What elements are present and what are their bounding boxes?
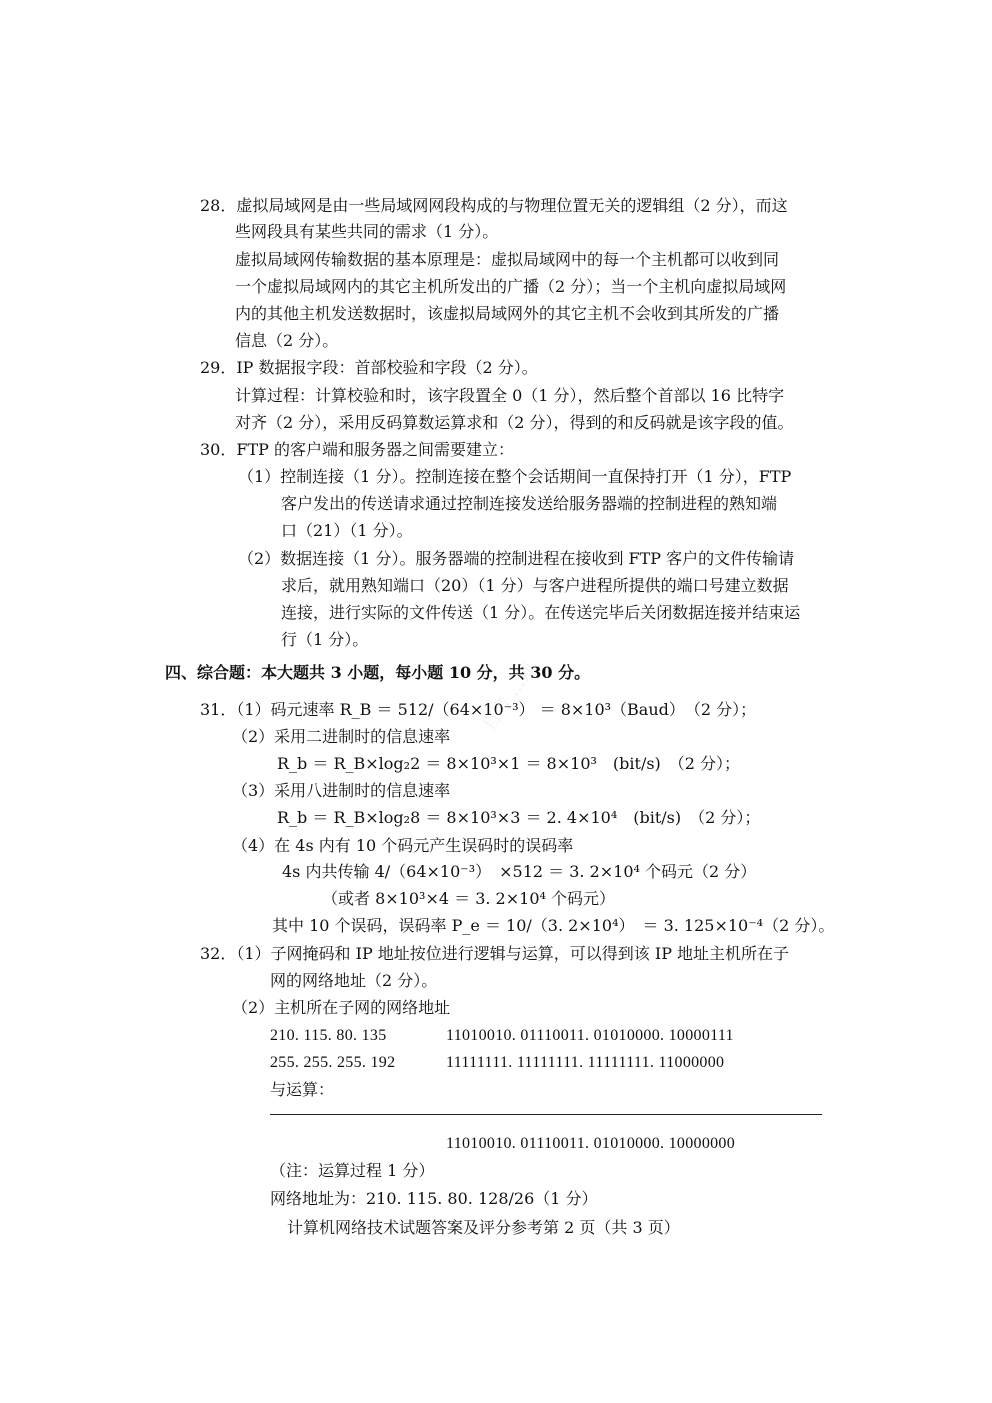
q30-line-5: （2）数据连接（1 分）。服务器端的控制进程在接收到 FTP 客户的文件传输请 [238, 549, 795, 568]
network-address-binary: 11010010. 01110011. 01010000. 10000000 [446, 1135, 736, 1152]
q30-line-3: 客户发出的传送请求通过控制连接发送给服务器端的控制进程的熟知端 [281, 494, 778, 513]
q31-line-9: 其中 10 个误码，误码率 P_e ＝ 10/（3. 2×10⁴） ＝ 3. 125×10⁻⁴（2 分）。 [272, 916, 835, 935]
and-operation-label: 与运算： [270, 1080, 335, 1099]
q32-line-3: （2）主机所在子网的网络地址 [232, 998, 451, 1017]
q31-line-7: 4s 内共传输 4/（64×10⁻³） ×512 ＝ 3. 2×10⁴ 个码元（2 分） [282, 862, 757, 881]
q28-line-1: 28．虚拟局域网是由一些局域网网段构成的与物理位置无关的逻辑组（2 分），而这 [200, 196, 788, 215]
q30-line-4: 口（21）（1 分）。 [281, 521, 413, 540]
q28-line-5: 内的其他主机发送数据时，该虚拟局域网外的其它主机不会收到其所发的广播 [235, 304, 780, 323]
divider-line [270, 1114, 822, 1115]
q30-line-2: （1）控制连接（1 分）。控制连接在整个会话期间一直保持打开（1 分），FTP [238, 467, 792, 486]
q30-line-6: 求后，就用熟知端口（20）（1 分）与客户进程所提供的端口号建立数据 [281, 576, 789, 595]
q31-line-5: R_b ＝ R_B×log₂8 ＝ 8×10³×3 ＝ 2. 4×10⁴ (bit/s) （2 分）； [277, 808, 761, 827]
q28-line-2: 些网段具有某些共同的需求（1 分）。 [235, 222, 499, 241]
q28-line-4: 一个虚拟局域网内的其它主机所发出的广播（2 分）；当一个主机向虚拟局域网 [235, 277, 787, 296]
q32-line-2: 网的网络地址（2 分）。 [270, 971, 438, 990]
ip-address-decimal: 210. 115. 80. 135 [270, 1027, 387, 1044]
ip-address-binary: 11010010. 01110011. 01010000. 10000111 [446, 1027, 734, 1044]
q30-line-7: 连接，进行实际的文件传送（1 分）。在传送完毕后关闭数据连接并结束运 [281, 603, 801, 622]
subnet-mask-binary: 11111111. 11111111. 11111111. 11000000 [446, 1054, 725, 1071]
subnet-mask-decimal: 255. 255. 255. 192 [270, 1054, 396, 1071]
q32-line-1: 32．（1）子网掩码和 IP 地址按位进行逻辑与运算，可以得到该 IP 地址主机所在子 [200, 944, 790, 963]
q31-line-2: （2）采用二进制时的信息速率 [232, 727, 451, 746]
network-address-result: 网络地址为：210. 115. 80. 128/26（1 分） [270, 1189, 598, 1208]
q30-line-8: 行（1 分）。 [281, 630, 369, 649]
q29-line-2: 计算过程：计算校验和时，该字段置全 0（1 分），然后整个首部以 16 比特字 [235, 386, 785, 405]
q31-line-4: （3）采用八进制时的信息速率 [232, 781, 451, 800]
q31-line-3: R_b ＝ R_B×log₂2 ＝ 8×10³×1 ＝ 8×10³ (bit/s) （2 分）； [277, 754, 741, 773]
note-line: （注：运算过程 1 分） [270, 1161, 435, 1180]
q28-line-3: 虚拟局域网传输数据的基本原理是：虚拟局域网中的每一个主机都可以收到同 [235, 250, 780, 269]
q28-line-6: 信息（2 分）。 [235, 331, 339, 350]
q31-line-8: （或者 8×10³×4 ＝ 3. 2×10⁴ 个码元） [322, 889, 616, 908]
q31-line-6: （4）在 4s 内有 10 个码元产生误码时的误码率 [232, 836, 574, 855]
q30-line-1: 30．FTP 的客户端和服务器之间需要建立： [200, 440, 514, 459]
q29-line-1: 29．IP 数据报字段：首部校验和字段（2 分）。 [200, 358, 538, 377]
q31-line-1: 31．（1）码元速率 R_B ＝ 512/（64×10⁻³） ＝ 8×10³（Baud） （2 分）； [200, 700, 757, 719]
page-footer: 计算机网络技术试题答案及评分参考第 2 页（共 3 页） [287, 1218, 680, 1237]
section-four-heading: 四、综合题：本大题共 3 小题，每小题 10 分，共 30 分。 [165, 663, 591, 682]
watermark: 自考 …师 [478, 658, 541, 735]
q29-line-3: 对齐（2 分），采用反码算数运算求和（2 分），得到的和反码就是该字段的值。 [235, 413, 794, 432]
